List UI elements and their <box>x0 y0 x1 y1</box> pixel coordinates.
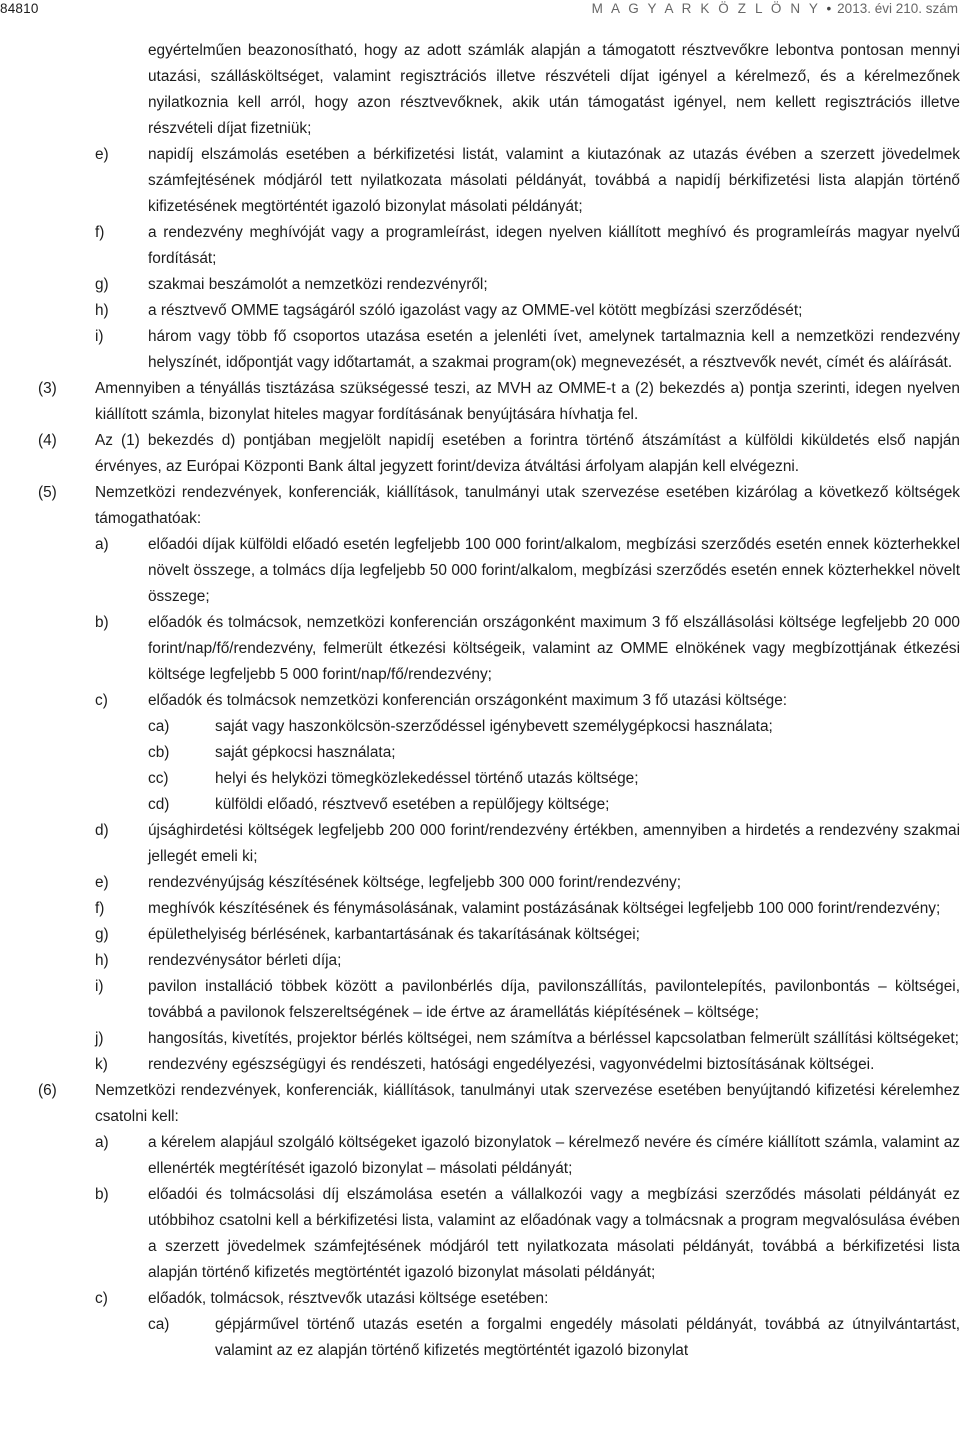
item-text: külföldi előadó, résztvevő esetében a repülőjegy költsége; <box>215 796 610 813</box>
list-item <box>0 974 960 1026</box>
page-number: 84810 <box>0 1 39 16</box>
item-label: cc) <box>148 770 169 787</box>
list-item <box>0 272 960 298</box>
item-text: saját gépkocsi használata; <box>215 744 396 761</box>
list-item <box>0 688 960 714</box>
paragraph <box>0 428 960 480</box>
list-item <box>0 1130 960 1182</box>
list-item <box>0 870 960 896</box>
item-label: (4) <box>38 432 57 449</box>
item-label: i) <box>95 978 104 995</box>
item-label: cb) <box>148 744 170 761</box>
item-text: rendezvény egészségügyi és rendészeti, hatósági engedélyezési, vagyonvédelmi biztosításának költségei. <box>148 1056 875 1073</box>
sub-list-item <box>0 714 960 740</box>
item-text: előadók és tolmácsok, nemzetközi konferencián országonként maximum 3 fő elszállásolási költsége legfeljebb 20 000 forint/nap/fő/rendezvény, felmerült étkezési költségeik, valamint az OMME elnökének vagy megbízottjának étkezési költsége legfeljebb 5 000 forint/nap/fő/rendezvény; <box>148 614 960 683</box>
sub-list-item <box>0 792 960 818</box>
running-header <box>592 0 958 18</box>
item-text: Az (1) bekezdés d) pontjában megjelölt napidíj esetében a forintra történő átszámítást a külföldi kiküldetés első napján érvényes, az Európai Központi Bank által jegyzett forint/deviza átváltási árfolyam alapján kell elvégezni. <box>95 432 960 475</box>
item-text: előadói díjak külföldi előadó esetén legfeljebb 100 000 forint/alkalom, megbízási szerződés esetén ennek közterhekkel növelt összege, a tolmács díja legfeljebb 50 000 forint/alkalom, megbízási szerződés esetén ennek közterhekkel növelt összege; <box>148 536 960 605</box>
item-label: g) <box>95 276 109 293</box>
list-item <box>0 1052 960 1078</box>
paragraph <box>0 480 960 532</box>
item-label: d) <box>95 822 109 839</box>
item-text: rendezvényújság készítésének költsége, legfeljebb 300 000 forint/rendezvény; <box>148 874 682 891</box>
list-item <box>0 1182 960 1286</box>
item-text: három vagy több fő csoportos utazása esetén a jelenléti ívet, amelynek tartalmaznia kell a nemzetközi rendezvény helyszínét, időpontját vagy időtartamát, a szakmai program(ok) megnevezését, a résztvevők nevét, címét és aláírását. <box>148 328 960 371</box>
continued-text <box>0 38 960 142</box>
header-separator: • <box>826 1 832 16</box>
item-label: j) <box>95 1030 104 1047</box>
list-item <box>0 1026 960 1052</box>
paragraph <box>0 376 960 428</box>
item-text: a résztvevő OMME tagságáról szóló igazolást vagy az OMME-vel kötött megbízási szerződését; <box>148 302 803 319</box>
item-label: (6) <box>38 1082 57 1099</box>
item-label: (5) <box>38 484 57 501</box>
item-label: cd) <box>148 796 170 813</box>
item-text: pavilon installáció többek között a pavilonbérlés díja, pavilonszállítás, pavilontelepítés, pavilonbontás – költségei, továbbá a pavilonok felszereltségének – ide értve az áramellátás kiépítésének – költsége; <box>148 978 960 1021</box>
item-label: c) <box>95 692 108 709</box>
item-label: f) <box>95 224 105 241</box>
item-label: ca) <box>148 1316 170 1333</box>
item-text: napidíj elszámolás esetében a bérkifizetési listát, valamint a kiutazónak az utazás évében a szerzett jövedelmek számfejtésének módjáról tett nyilatkozata másolati példányát, továbbá a napidíj bérkifizetési lista alapján történő kifizetésének megtörténtét igazoló bizonylat másolati példányát; <box>148 146 960 215</box>
item-label: b) <box>95 614 109 631</box>
item-text: gépjárművel történő utazás esetén a forgalmi engedély másolati példányát, továbbá az útnyilvántartást, valamint az ez alapján történő kifizetés megtörténtét igazoló bizonylat <box>215 1316 960 1359</box>
item-label: b) <box>95 1186 109 1203</box>
page-header <box>0 0 960 24</box>
item-label: e) <box>95 874 109 891</box>
list-item <box>0 532 960 610</box>
item-text: rendezvénysátor bérleti díja; <box>148 952 342 969</box>
item-text: hangosítás, kivetítés, projektor bérlés költségei, nem számítva a bérléssel kapcsolatban felmerült szállítási költségeket; <box>148 1030 959 1047</box>
item-text: épülethelyiség bérlésének, karbantartásának és takarításának költségei; <box>148 926 640 943</box>
item-text: előadói és tolmácsolási díj elszámolása esetén a vállalkozói vagy a megbízási szerződés másolati példányát ez utóbbihoz csatolni kell a bérkifizetési lista, valamint az előadónak vagy a tolmácsnak a program megvalósulása évében a szerzett jövedelmek számfejtésének módjáról tett nyilatkozata másolati példányát, továbbá a bérkifizetési lista alapján történő kifizetés megtörténtét igazoló bizonylat másolati példányát; <box>148 1186 960 1281</box>
journal-title: M A G Y A R K Ö Z L Ö N Y <box>591 1 821 16</box>
item-text: helyi és helyközi tömegközlekedéssel történő utazás költsége; <box>215 770 639 787</box>
item-text: újsághirdetési költségek legfeljebb 200 000 forint/rendezvény értékben, amennyiben a hirdetés a rendezvény szakmai jellegét emeli ki; <box>148 822 960 865</box>
sub-list-item <box>0 1312 960 1364</box>
list-item <box>0 610 960 688</box>
item-label: f) <box>95 900 105 917</box>
item-text: a kérelem alapjául szolgáló költségeket igazoló bizonylatok – kérelmező nevére és címére kiállított számla, valamint az ellenérték megtérítését igazoló bizonylat – másolati példányát; <box>148 1134 960 1177</box>
sub-list-item <box>0 766 960 792</box>
sub-list-item <box>0 740 960 766</box>
item-label: a) <box>95 1134 109 1151</box>
item-label: e) <box>95 146 109 163</box>
item-text: Nemzetközi rendezvények, konferenciák, kiállítások, tanulmányi utak szervezése esetében kizárólag a következő költségek támogathatóak: <box>95 484 960 527</box>
issue-number: 2013. évi 210. szám <box>837 1 958 16</box>
item-label: g) <box>95 926 109 943</box>
list-item <box>0 142 960 220</box>
item-label: c) <box>95 1290 108 1307</box>
item-label: i) <box>95 328 104 345</box>
list-item <box>0 1286 960 1312</box>
item-text: Nemzetközi rendezvények, konferenciák, kiállítások, tanulmányi utak szervezése esetében benyújtandó kifizetési kérelemhez csatolni kell: <box>95 1082 960 1125</box>
list-item <box>0 896 960 922</box>
item-label: ca) <box>148 718 170 735</box>
paragraph <box>0 1078 960 1130</box>
item-label: h) <box>95 302 109 319</box>
item-text: egyértelműen beazonosítható, hogy az adott számlák alapján a támogatott résztvevőkre lebontva pontosan mennyi utazási, szállásköltséget, valamint regisztrációs illetve részvételi díjat igényel a kérelmező, és a kérelmezőnek nyilatkoznia kell arról, hogy azon résztvevőknek, akik után támogatást igényel, nem kellett regisztrációs illetve részvételi díjat fizetniük; <box>148 42 960 137</box>
item-text: Amennyiben a tényállás tisztázása szükségessé teszi, az MVH az OMME-t a (2) bekezdés a) pontja szerinti, idegen nyelven kiállított számla, bizonylat hiteles magyar fordításának benyújtására hívhatja fel. <box>95 380 960 423</box>
item-label: (3) <box>38 380 57 397</box>
list-item <box>0 298 960 324</box>
item-text: meghívók készítésének és fénymásolásának, valamint postázásának költségei legfeljebb 100 000 forint/rendezvény; <box>148 900 941 917</box>
list-item <box>0 922 960 948</box>
list-item <box>0 220 960 272</box>
item-text: szakmai beszámolót a nemzetközi rendezvényről; <box>148 276 488 293</box>
list-item <box>0 324 960 376</box>
list-item <box>0 948 960 974</box>
item-text: előadók, tolmácsok, résztvevők utazási költsége esetében: <box>148 1290 549 1307</box>
item-text: előadók és tolmácsok nemzetközi konferencián országonként maximum 3 fő utazási költsége: <box>148 692 788 709</box>
item-label: h) <box>95 952 109 969</box>
item-text: saját vagy haszonkölcsön-szerződéssel igénybevett személygépkocsi használata; <box>215 718 773 735</box>
document-body <box>0 38 960 1364</box>
item-label: k) <box>95 1056 108 1073</box>
list-item <box>0 818 960 870</box>
item-text: a rendezvény meghívóját vagy a programleírást, idegen nyelven kiállított meghívó és programleírás magyar nyelvű fordítását; <box>148 224 960 267</box>
item-label: a) <box>95 536 109 553</box>
